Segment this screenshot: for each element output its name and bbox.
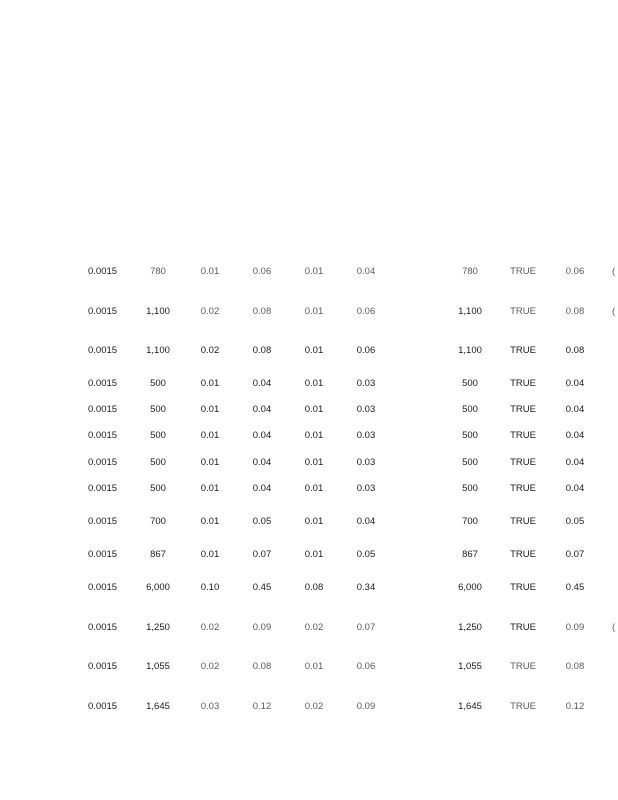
- table-cell: 0.04: [565, 457, 585, 468]
- table-cell: 0.06: [565, 266, 585, 277]
- table-cell: 500: [462, 404, 478, 415]
- table-cell: 0.02: [304, 622, 324, 633]
- table-cell: 500: [462, 378, 478, 389]
- table-cell: 0.04: [565, 378, 585, 389]
- table-row: [0, 660, 618, 674]
- table-cell: 0.03: [356, 404, 376, 415]
- table-cell: 0.02: [304, 701, 324, 712]
- table-cell: 0.05: [356, 549, 376, 560]
- table-cell: TRUE: [510, 661, 536, 672]
- table-cell: 0.01: [304, 549, 324, 560]
- table-cell: 0.04: [252, 430, 272, 441]
- table-cell: 780: [150, 266, 166, 277]
- table-cell: 0.05: [565, 516, 585, 527]
- table-cell: 0.09: [565, 622, 585, 633]
- table-cell: 0.04: [565, 483, 585, 494]
- table-cell: 0.04: [565, 404, 585, 415]
- table-cell: TRUE: [510, 549, 536, 560]
- table-cell: 0.0015: [88, 549, 118, 560]
- table-cell: 1,645: [458, 701, 482, 712]
- table-cell: TRUE: [510, 582, 536, 593]
- table-cell: 1,100: [146, 306, 170, 317]
- table-cell: 500: [462, 430, 478, 441]
- table-cell: 0.0015: [88, 661, 118, 672]
- table-cell: 0.01: [304, 483, 324, 494]
- table-cell: 0.02: [200, 306, 220, 317]
- table-row: [0, 700, 618, 714]
- table-row: [0, 403, 618, 417]
- table-cell: 780: [462, 266, 478, 277]
- table-cell: 0.04: [252, 457, 272, 468]
- table-cell: 0.12: [565, 701, 585, 712]
- table-cell: 0.01: [304, 457, 324, 468]
- table-cell: 1,055: [458, 661, 482, 672]
- table-cell: 0.03: [356, 378, 376, 389]
- table-cell: 0.08: [252, 345, 272, 356]
- table-cell: 0.06: [356, 345, 376, 356]
- table-cell: 0.04: [565, 430, 585, 441]
- table-cell: 0.04: [356, 516, 376, 527]
- table-cell: 0.08: [565, 661, 585, 672]
- table-cell: 0.07: [252, 549, 272, 560]
- table-cell: 0.0015: [88, 266, 118, 277]
- table-cell: TRUE: [510, 266, 536, 277]
- table-cell: 0.0015: [88, 582, 118, 593]
- table-cell: 0.01: [304, 266, 324, 277]
- table-cell: 6,000: [146, 582, 170, 593]
- table-cell: 0.45: [565, 582, 585, 593]
- table-cell: 1,055: [146, 661, 170, 672]
- table-cell: TRUE: [510, 701, 536, 712]
- table-cell: 1,100: [458, 306, 482, 317]
- table-cell: 0.0015: [88, 483, 118, 494]
- table-cell: 0.0015: [88, 306, 118, 317]
- table-cell: TRUE: [510, 430, 536, 441]
- table-cell: TRUE: [510, 457, 536, 468]
- table-cell: 1,645: [146, 701, 170, 712]
- table-cell: 0.03: [356, 457, 376, 468]
- table-cell: 0.04: [252, 483, 272, 494]
- table-cell: TRUE: [510, 345, 536, 356]
- table-cell: 0.01: [304, 516, 324, 527]
- table-cell: TRUE: [510, 378, 536, 389]
- table-cell: 0.02: [200, 345, 220, 356]
- table-cell: 0.07: [356, 622, 376, 633]
- table-cell: 0.01: [304, 661, 324, 672]
- table-row: [0, 581, 618, 595]
- table-cell: 0.01: [304, 404, 324, 415]
- table-row: [0, 482, 618, 496]
- table-cell: 0.02: [200, 661, 220, 672]
- table-cell: 0.06: [356, 661, 376, 672]
- table-cell: 1,100: [458, 345, 482, 356]
- table-cell: 700: [150, 516, 166, 527]
- table-cell: 0.0015: [88, 622, 118, 633]
- table-row: [0, 377, 618, 391]
- table-cell: 0.01: [200, 266, 220, 277]
- table-cell: 0.0015: [88, 430, 118, 441]
- table-cell: TRUE: [510, 516, 536, 527]
- table-cell: TRUE: [510, 404, 536, 415]
- table-row: [0, 621, 618, 635]
- table-cell: 500: [150, 404, 166, 415]
- table-cell: TRUE: [510, 306, 536, 317]
- table-cell: 500: [150, 378, 166, 389]
- table-row: [0, 344, 618, 358]
- table-cell: 0.08: [252, 306, 272, 317]
- table-cell: 0.09: [252, 622, 272, 633]
- table-cell: 0.01: [200, 430, 220, 441]
- table-cell: 0.04: [356, 266, 376, 277]
- table-cell: 0.01: [200, 404, 220, 415]
- table-cell: (: [612, 306, 616, 317]
- table-cell: 6,000: [458, 582, 482, 593]
- table-cell: 700: [462, 516, 478, 527]
- table-cell: 0.10: [200, 582, 220, 593]
- table-cell: 0.0015: [88, 378, 118, 389]
- table-cell: 0.0015: [88, 404, 118, 415]
- table-cell: 0.0015: [88, 516, 118, 527]
- table-cell: 0.01: [200, 378, 220, 389]
- table-cell: 0.08: [252, 661, 272, 672]
- table-cell: 500: [150, 457, 166, 468]
- table-cell: 1,100: [146, 345, 170, 356]
- table-row: [0, 548, 618, 562]
- table-cell: 500: [462, 457, 478, 468]
- table-cell: 0.34: [356, 582, 376, 593]
- table-cell: 500: [150, 483, 166, 494]
- table-cell: 0.09: [356, 701, 376, 712]
- table-cell: 0.01: [304, 378, 324, 389]
- table-cell: 500: [150, 430, 166, 441]
- table-cell: TRUE: [510, 622, 536, 633]
- table-cell: 0.03: [356, 483, 376, 494]
- table-cell: 500: [462, 483, 478, 494]
- table-cell: 0.08: [565, 306, 585, 317]
- table-cell: 0.01: [304, 306, 324, 317]
- table-cell: (: [612, 266, 616, 277]
- table-row: [0, 265, 618, 279]
- table-cell: 0.04: [252, 404, 272, 415]
- table-cell: 0.05: [252, 516, 272, 527]
- table-cell: 0.01: [200, 516, 220, 527]
- table-cell: 0.02: [200, 622, 220, 633]
- table-cell: 0.03: [356, 430, 376, 441]
- table-cell: 0.12: [252, 701, 272, 712]
- table-cell: 0.01: [304, 430, 324, 441]
- table-cell: 0.0015: [88, 345, 118, 356]
- table-cell: (: [612, 622, 616, 633]
- table-row: [0, 429, 618, 443]
- table-cell: 0.01: [200, 549, 220, 560]
- table-cell: 0.06: [356, 306, 376, 317]
- table-cell: 0.01: [304, 345, 324, 356]
- table-cell: 1,250: [146, 622, 170, 633]
- table-row: [0, 456, 618, 470]
- table-cell: 0.01: [200, 483, 220, 494]
- table-cell: TRUE: [510, 483, 536, 494]
- table-cell: 867: [462, 549, 478, 560]
- table-row: [0, 515, 618, 529]
- table-cell: 1,250: [458, 622, 482, 633]
- table-cell: 0.45: [252, 582, 272, 593]
- table-cell: 867: [150, 549, 166, 560]
- table-cell: 0.01: [200, 457, 220, 468]
- table-row: [0, 305, 618, 319]
- table-cell: 0.06: [252, 266, 272, 277]
- table-cell: 0.0015: [88, 701, 118, 712]
- table-cell: 0.07: [565, 549, 585, 560]
- table-cell: 0.04: [252, 378, 272, 389]
- table-cell: 0.03: [200, 701, 220, 712]
- table-cell: 0.08: [565, 345, 585, 356]
- table-cell: 0.08: [304, 582, 324, 593]
- table-cell: 0.0015: [88, 457, 118, 468]
